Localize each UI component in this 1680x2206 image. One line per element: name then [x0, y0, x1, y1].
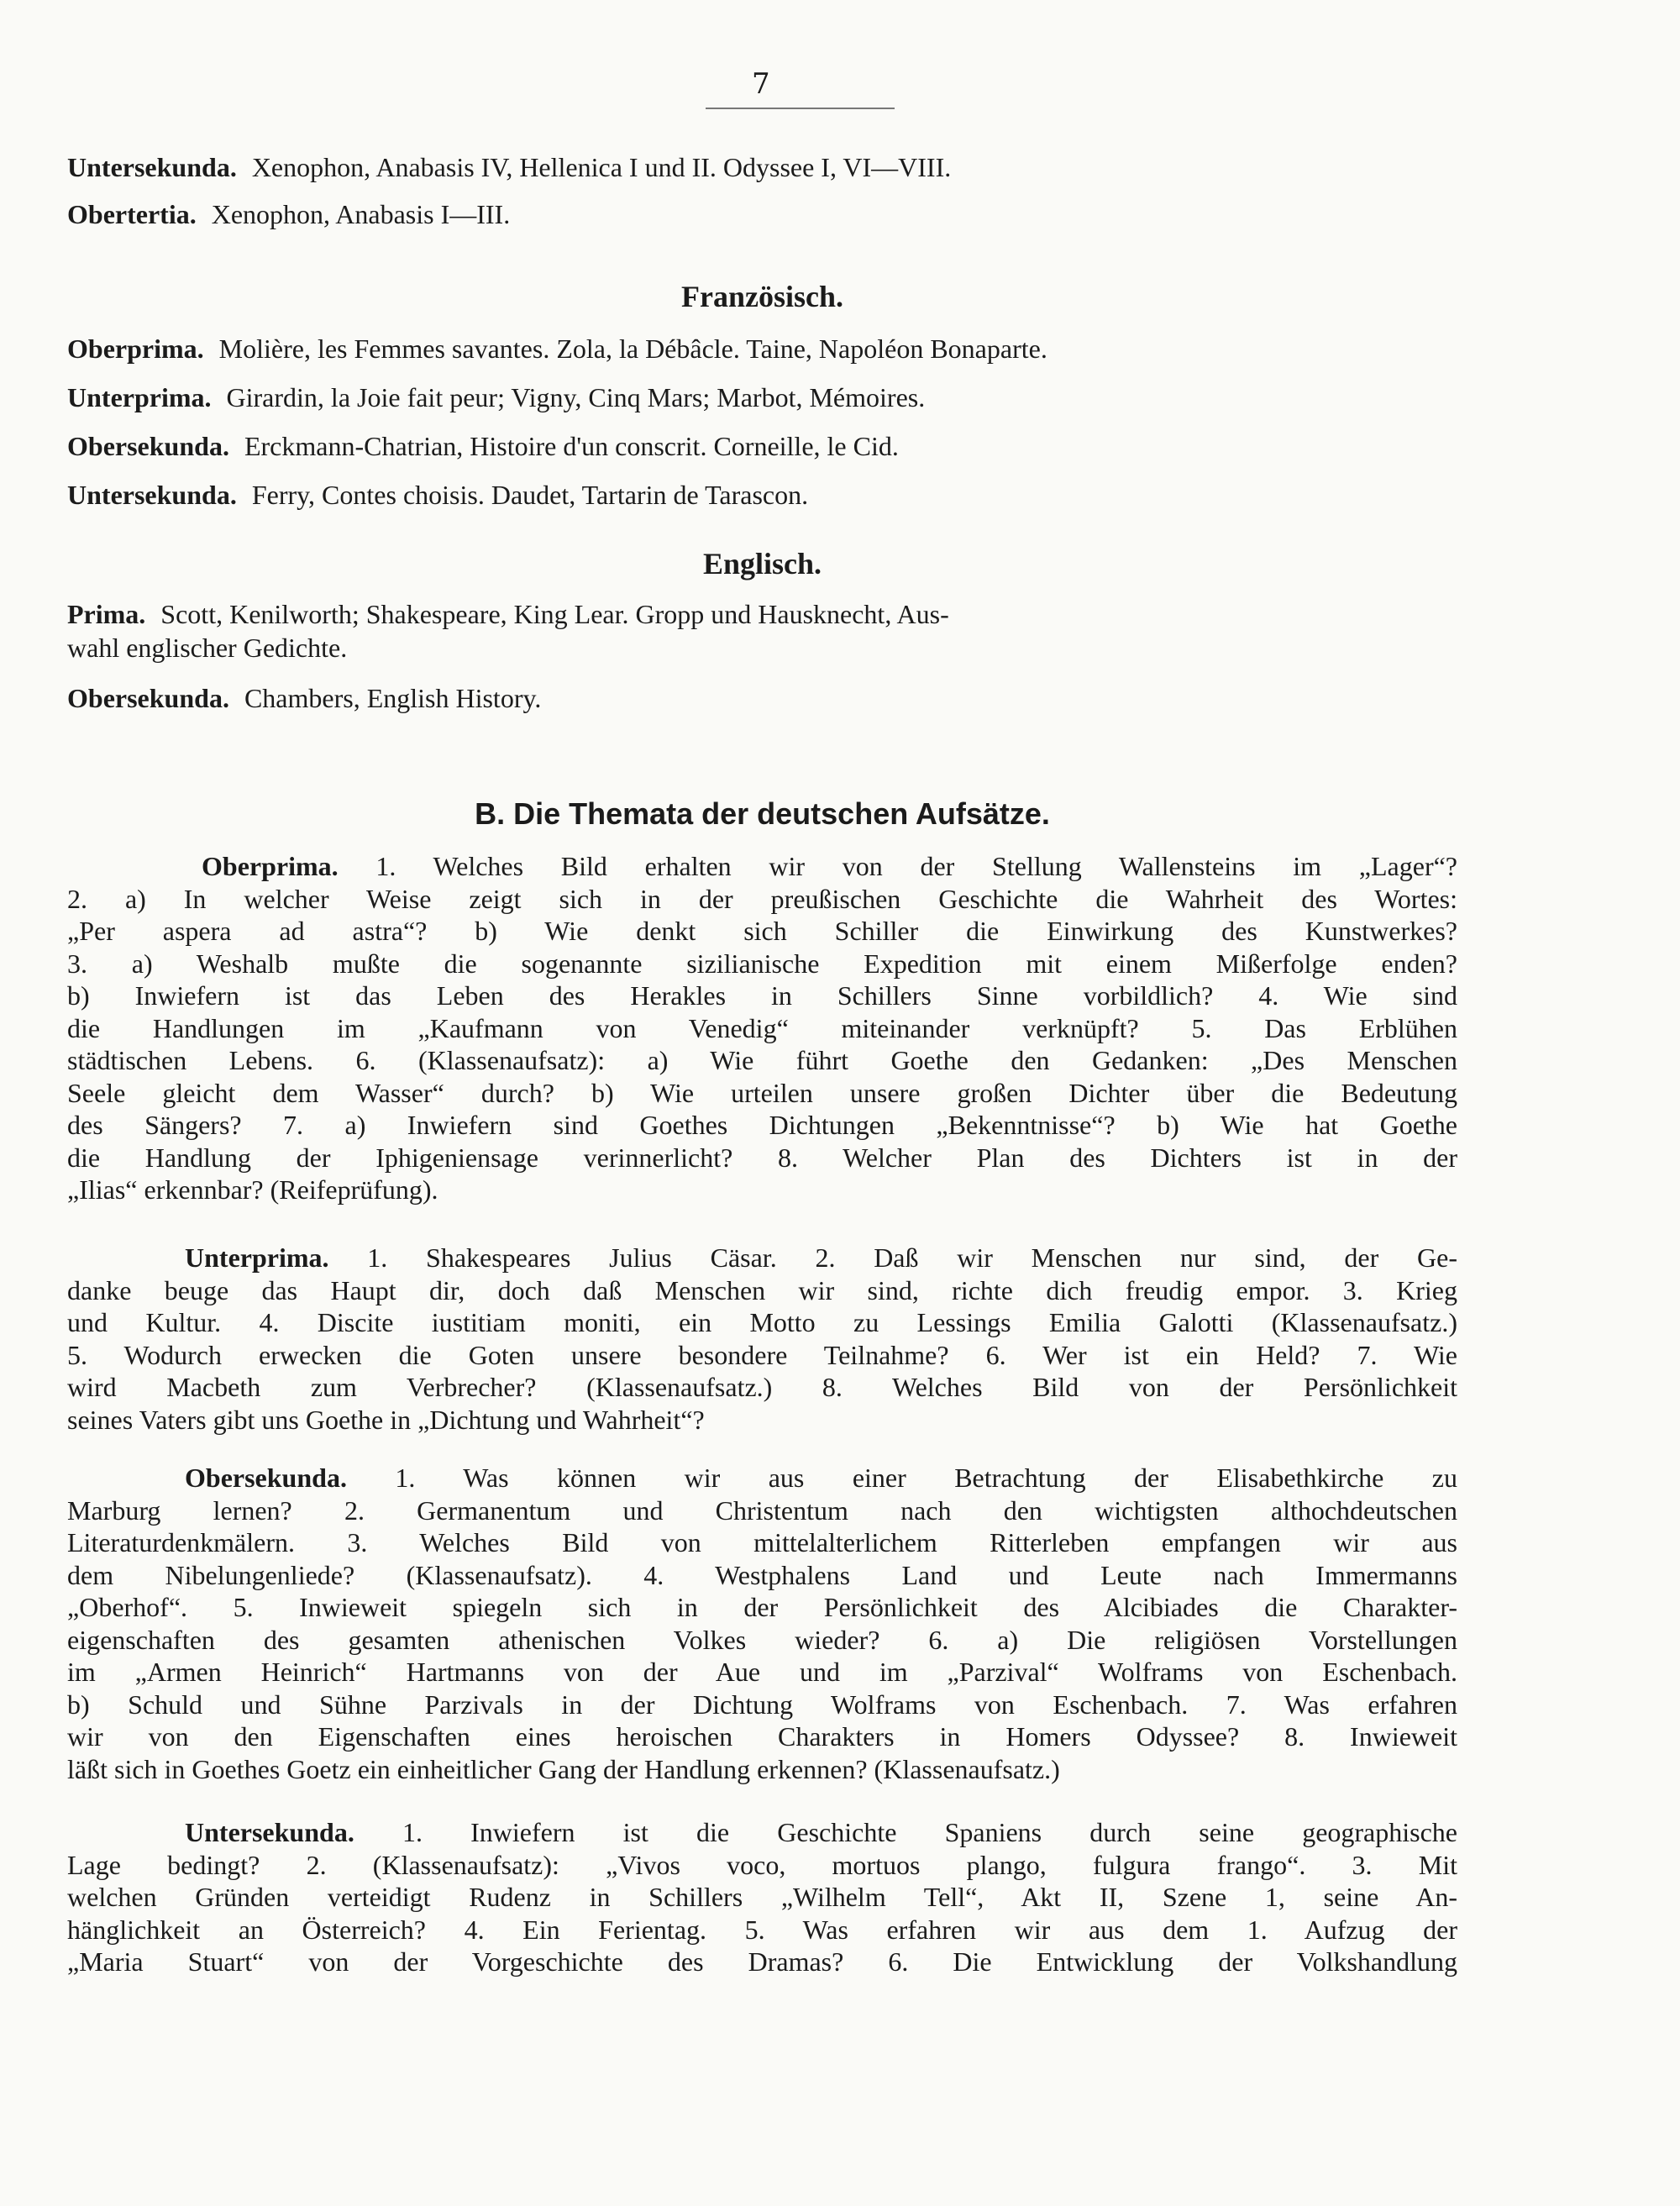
line-label: Unterprima. — [67, 382, 212, 412]
paragraph-label: Unterprima. — [185, 1242, 329, 1273]
untersekunda-paragraph — [67, 1816, 1457, 1978]
paragraph-line: danke beuge das Haupt dir, doch daß Menschen wir sind, richte dich freudig empor. 3. Krieg — [67, 1274, 1457, 1305]
paragraph-line: „Maria Stuart“ von der Vorgeschichte des Dramas? 6. Die Entwicklung der Volkshandlung — [67, 1946, 1457, 1977]
paragraph-line — [67, 1816, 1457, 1849]
paragraph-line: „Oberhof“. 5. Inwieweit spiegeln sich in der Persönlichkeit des Alcibiades die Charakter- — [67, 1592, 1457, 1622]
line-text: Xenophon, Anabasis I—III. — [211, 199, 511, 229]
line-text: Molière, les Femmes savantes. Zola, la Débâcle. Taine, Napoléon Bonaparte. — [218, 334, 1047, 364]
englisch-heading: Englisch. — [702, 547, 822, 580]
franzoesisch-section — [67, 279, 1457, 512]
englisch-line — [67, 680, 1457, 716]
franzoesisch-line — [67, 331, 1457, 380]
paragraph-line: welchen Gründen verteidigt Rudenz in Schillers „Wilhelm Tell“, Akt II, Szene 1, seine An- — [67, 1882, 1457, 1912]
paragraph-line: „Per aspera ad astra“? b) Wie denkt sich Schiller die Einwirkung des Kunstwerkes? — [67, 916, 1457, 946]
franzoesisch-line — [67, 380, 1457, 428]
paragraph-line: Seele gleicht dem Wasser“ durch? b) Wie urteilen unsere großen Dichter über die Bedeutung — [67, 1077, 1457, 1108]
paragraph-line: des Sängers? 7. a) Inwiefern sind Goethes Dichtungen „Bekenntnisse“? b) Wie hat Goethe — [67, 1110, 1457, 1140]
obersekunda-paragraph — [67, 1462, 1457, 1785]
line-text: Ferry, Contes choisis. Daudet, Tartarin de Tarascon. — [251, 480, 809, 510]
line-label: Oberprima. — [67, 334, 204, 364]
franzoesisch-line — [67, 428, 1457, 477]
englisch-line: wahl englischer Gedichte. — [67, 633, 348, 663]
line-text: Xenophon, Anabasis IV, Hellenica I und II. Odyssee I, VI—VIII. — [251, 152, 952, 182]
paragraph-line: 5. Wodurch erwecken die Goten unsere besondere Teilnahme? 6. Wer ist ein Held? 7. Wie — [67, 1339, 1457, 1370]
paragraph-line — [67, 1462, 1457, 1494]
line-label: Untersekunda. — [67, 480, 237, 510]
unterprima-paragraph — [67, 1242, 1457, 1436]
paragraph-line: städtischen Lebens. 6. (Klassenaufsatz): a) Wie führt Goethe den Gedanken: „Des Menschen — [67, 1045, 1457, 1075]
header-rule — [706, 108, 895, 109]
paragraph-line: im „Armen Heinrich“ Hartmanns von der Aue und im „Parzival“ Wolframs von Eschenbach. — [67, 1657, 1457, 1687]
paragraph-line: läßt sich in Goethes Goetz ein einheitlicher Gang der Handlung erkennen? (Klassenaufsatz.) — [67, 1753, 1060, 1784]
line-text: Chambers, English History. — [244, 683, 542, 713]
paragraph-line: b) Schuld und Sühne Parzivals in der Dichtung Wolframs von Eschenbach. 7. Was erfahren — [67, 1689, 1457, 1720]
paragraph-line: wir von den Eigenschaften eines heroischen Charakters in Homers Odyssee? 8. Inwieweit — [67, 1721, 1457, 1752]
oberprima-paragraph — [67, 850, 1457, 1206]
section-b — [67, 796, 1457, 832]
line-label: Obersekunda. — [67, 683, 229, 713]
englisch-line — [67, 596, 1457, 630]
paragraph-label: Untersekunda. — [185, 1817, 354, 1847]
paragraph-line: die Handlungen im „Kaufmann von Venedig“ miteinander verknüpft? 5. Das Erblühen — [67, 1012, 1457, 1043]
paragraph-line: b) Inwiefern ist das Leben des Herakles in Schillers Sinne vorbildlich? 4. Wie sind — [67, 980, 1457, 1011]
paragraph-line — [67, 850, 1457, 883]
paragraph-line: Literaturdenkmälern. 3. Welches Bild von mittelalterlichem Ritterleben empfangen wir aus — [67, 1527, 1457, 1557]
paragraph-line: hänglichkeit an Österreich? 4. Ein Ferientag. 5. Was erfahren wir aus dem 1. Aufzug der — [67, 1914, 1457, 1945]
paragraph-line: 2. a) In welcher Weise zeigt sich in der preußischen Geschichte die Wahrheit des Wortes: — [67, 883, 1457, 914]
line-text: Erckmann-Chatrian, Histoire d'un conscrit. Corneille, le Cid. — [244, 431, 899, 461]
paragraph-line: dem Nibelungenliede? (Klassenaufsatz). 4. Westphalens Land und Leute nach Immermanns — [67, 1559, 1457, 1590]
paragraph-line: seines Vaters gibt uns Goethe in „Dichtung und Wahrheit“? — [67, 1404, 705, 1435]
line-label: Obertertia. — [67, 199, 197, 229]
paragraph-line: und Kultur. 4. Discite iustitiam moniti, ein Motto zu Lessings Emilia Galotti (Klassenaufsatz.) — [67, 1307, 1457, 1337]
intro-block — [67, 150, 1457, 232]
paragraph-line — [67, 1242, 1457, 1274]
paragraph-line: „Ilias“ erkennbar? (Reifeprüfung). — [67, 1174, 438, 1205]
page-number: 7 — [752, 67, 770, 101]
paragraph-line: die Handlung der Iphigeniensage verinnerlicht? 8. Welcher Plan des Dichters ist in der — [67, 1142, 1457, 1173]
paragraph-line: wird Macbeth zum Verbrecher? (Klassenaufsatz.) 8. Welches Bild von der Persönlichkeit — [67, 1372, 1457, 1402]
paragraph-first-line: 1. Inwiefern ist die Geschichte Spaniens durch seine geographische — [402, 1817, 1458, 1847]
paragraph-first-line: 1. Shakespeares Julius Cäsar. 2. Daß wir Menschen nur sind, der Ge- — [367, 1242, 1458, 1273]
franzoesisch-heading: Französisch. — [681, 280, 843, 313]
line-text: Girardin, la Joie fait peur; Vigny, Cinq Mars; Marbot, Mémoires. — [226, 382, 926, 412]
intro-line — [67, 197, 1457, 232]
line-label: Untersekunda. — [67, 152, 237, 182]
paragraph-label: Obersekunda. — [185, 1463, 347, 1493]
line-label: Obersekunda. — [67, 431, 229, 461]
paragraph-line: Lage bedingt? 2. (Klassenaufsatz): „Vivos voco, mortuos plango, fulgura frango“. 3. Mit — [67, 1849, 1457, 1880]
line-text: Scott, Kenilworth; Shakespeare, King Lear. Gropp und Hausknecht, Aus- — [160, 599, 949, 629]
paragraph-line: Marburg lernen? 2. Germanentum und Christentum nach den wichtigsten althochdeutschen — [67, 1494, 1457, 1526]
paragraph-first-line: 1. Was können wir aus einer Betrachtung der Elisabethkirche zu — [395, 1463, 1458, 1493]
paragraph-first-line: 1. Welches Bild erhalten wir von der Stellung Wallensteins im „Lager“? — [375, 851, 1458, 881]
section-b-heading: B. Die Themata der deutschen Aufsätze. — [475, 796, 1050, 831]
englisch-section — [67, 546, 1457, 716]
paragraph-label: Oberprima. — [202, 851, 339, 881]
line-label: Prima. — [67, 599, 146, 629]
intro-line — [67, 150, 1457, 197]
paragraph-line: eigenschaften des gesamten athenischen Volkes wieder? 6. a) Die religiösen Vorstellungen — [67, 1624, 1457, 1655]
franzoesisch-line — [67, 477, 1457, 512]
paragraph-line: 3. a) Weshalb mußte die sogenannte sizilianische Expedition mit einem Mißerfolge enden? — [67, 948, 1457, 979]
